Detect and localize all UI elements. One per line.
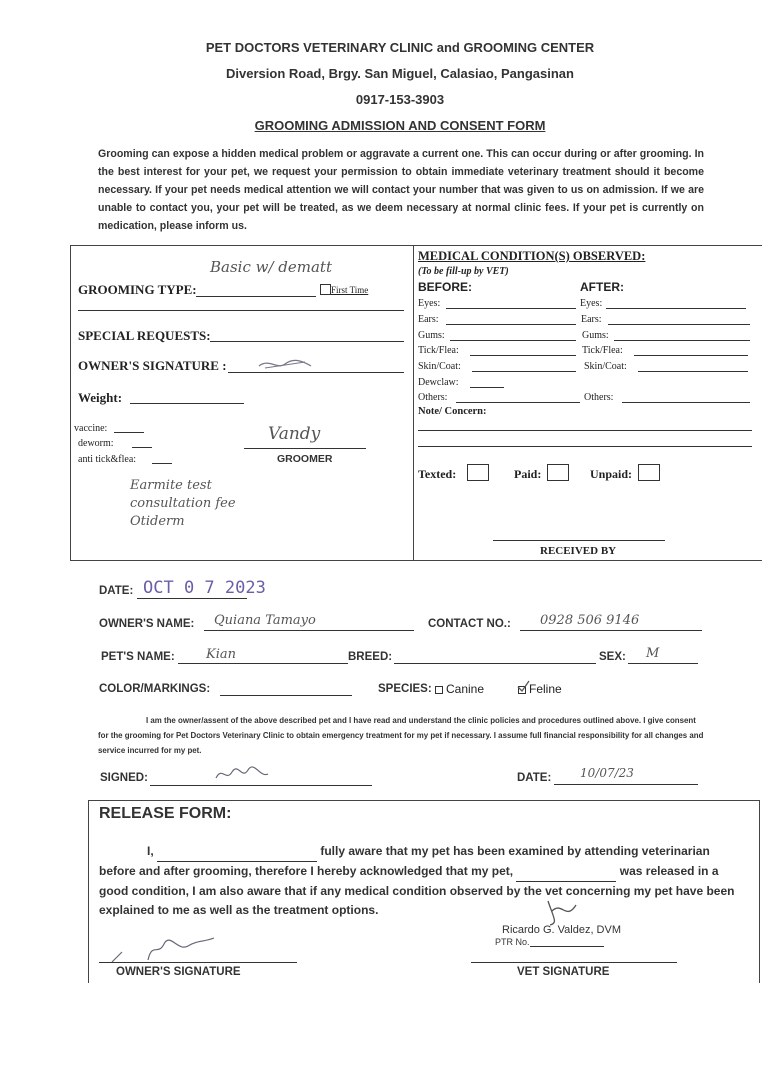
tick-flea-line[interactable]	[152, 463, 172, 464]
tick-flea-label: anti tick&flea:	[78, 454, 137, 465]
medical-title: MEDICAL CONDITION(S) OBSERVED:	[418, 249, 646, 263]
contact-line[interactable]	[520, 630, 702, 631]
intro-paragraph: Grooming can expose a hidden medical problem or aggravate a current one. This can occur during or after grooming. In the best interest for your pet, we request your permission to obtain immediate veterinary treatment should it become necessary. If your pet needs medical attention we will contact your number that was given to us on admission. If we are unable to contact you, your pet will be treated, as we deem necessary at normal clinic fees. If your pet is currently on medication, please inform us.	[98, 148, 704, 232]
owner-name-value: Quiana Tamayo	[214, 613, 316, 628]
others-after: Others:	[584, 392, 614, 403]
clinic-phone: 0917-153-3903	[355, 92, 445, 107]
owner-signature-scribble-3	[108, 932, 218, 966]
form-title: GROOMING ADMISSION AND CONSENT FORM	[254, 118, 546, 133]
date-label: DATE:	[99, 585, 134, 597]
before-eyes: Eyes:	[418, 298, 441, 309]
after-tickflea-line[interactable]	[634, 355, 748, 356]
weight-label: Weight:	[78, 390, 123, 405]
note-concern-label: Note/ Concern:	[418, 406, 487, 417]
grooming-type-line[interactable]	[196, 296, 316, 297]
before-tickflea-line[interactable]	[470, 355, 576, 356]
clinic-address: Diversion Road, Brgy. San Miguel, Calasiao, Pangasinan	[226, 66, 574, 81]
feline-label: Feline	[529, 682, 562, 696]
before-ears: Ears:	[418, 314, 439, 325]
before-skincoat: Skin/Coat:	[418, 361, 461, 372]
date-stamp: OCT 0 7 2023	[143, 578, 266, 598]
contact-label: CONTACT NO.:	[428, 618, 511, 630]
before-ears-line[interactable]	[446, 324, 576, 325]
owner-name-label: OWNER'S NAME:	[99, 618, 195, 630]
contact-value: 0928 506 9146	[540, 613, 640, 628]
clinic-name: PET DOCTORS VETERINARY CLINIC and GROOMING CENTER	[205, 40, 595, 55]
release-text-2: fully aware that my pet has been examined by attending veterinarian before and after grooming, therefore I hereby acknowledged that my pet,	[99, 844, 710, 878]
after-gums: Gums:	[582, 330, 609, 341]
breed-label: BREED:	[348, 651, 393, 663]
received-by-line[interactable]	[493, 540, 665, 541]
date2-label: DATE:	[517, 772, 552, 784]
pet-name-value: Kian	[206, 647, 236, 662]
owner-name-line[interactable]	[204, 630, 414, 631]
vaccine-line[interactable]	[114, 432, 144, 433]
after-label: AFTER:	[580, 280, 624, 294]
unpaid-checkbox[interactable]	[638, 464, 660, 481]
owner-sig-label: OWNER'S SIGNATURE	[116, 966, 241, 978]
consent-paragraph: I am the owner/assent of the above described pet and I have read and understand the clinic policies and procedures outlined above. I give consent for the grooming for Pet Doctors Veterinary Clinic to obtain emergency treatment for my pet if necessary. I assume full financial responsibility for all changes and service incurred for my pet.	[98, 716, 704, 755]
sex-line[interactable]	[628, 663, 698, 664]
breed-line[interactable]	[394, 663, 596, 664]
after-eyes: Eyes:	[580, 298, 603, 309]
deworm-label: deworm:	[78, 438, 114, 449]
grooming-type-label: GROOMING TYPE:	[78, 282, 197, 297]
paid-label: Paid:	[514, 467, 542, 481]
date2-line[interactable]	[554, 784, 698, 785]
before-gums-line[interactable]	[450, 340, 576, 341]
others-after-line[interactable]	[622, 402, 750, 403]
canine-label: Canine	[446, 682, 485, 696]
before-gums: Gums:	[418, 330, 445, 341]
dewclaw-line[interactable]	[470, 387, 504, 388]
release-text-1: I,	[147, 844, 154, 858]
release-name-blank[interactable]	[157, 842, 317, 862]
vaccine-label: vaccine:	[74, 423, 108, 434]
groomer-handwritten: Vandy	[268, 424, 321, 444]
ptr-label: PTR No.	[495, 937, 530, 947]
first-time-checkbox[interactable]	[320, 284, 331, 295]
grooming-type-handwritten: Basic w/ dematt	[210, 258, 332, 276]
canine-checkbox[interactable]	[435, 686, 443, 694]
owner-signature-scribble	[255, 356, 315, 374]
release-pet-blank[interactable]	[516, 862, 616, 882]
first-time-label: First Time	[331, 285, 369, 295]
owner-signature-label: OWNER'S SIGNATURE :	[78, 358, 227, 373]
release-paragraph	[99, 842, 749, 920]
before-eyes-line[interactable]	[446, 308, 576, 309]
before-tickflea: Tick/Flea:	[418, 345, 459, 356]
sex-value: M	[646, 646, 660, 661]
after-skincoat-line[interactable]	[638, 371, 748, 372]
feline-check-mark	[516, 680, 530, 692]
color-label: COLOR/MARKINGS:	[99, 683, 211, 695]
texted-label: Texted:	[418, 467, 457, 481]
unpaid-label: Unpaid:	[590, 467, 633, 481]
release-text-3: was released in a good condition, I am also aware that if any medical condition observed by the vet concerning my pet have been explained to me as well as the treatment options.	[99, 864, 735, 917]
color-line[interactable]	[220, 695, 352, 696]
note-line-a[interactable]	[418, 430, 752, 431]
species-label: SPECIES:	[378, 683, 432, 695]
medical-subtitle: (To be fill-up by VET)	[418, 266, 509, 277]
after-ears: Ears:	[581, 314, 602, 325]
before-skincoat-line[interactable]	[472, 371, 576, 372]
date2-value: 10/07/23	[580, 766, 634, 780]
special-requests-label: SPECIAL REQUESTS:	[78, 328, 211, 343]
after-gums-line[interactable]	[614, 340, 750, 341]
vet-name: Ricardo G. Valdez, DVM	[502, 924, 622, 936]
others-before: Others:	[418, 392, 448, 403]
groomer-label: GROOMER	[277, 453, 333, 465]
after-tickflea: Tick/Flea:	[582, 345, 623, 356]
deworm-line[interactable]	[132, 447, 152, 448]
special-requests-line[interactable]	[210, 341, 404, 342]
texted-checkbox[interactable]	[467, 464, 489, 481]
ptr-line[interactable]	[530, 946, 604, 947]
groomer-line	[244, 448, 366, 449]
note-line-3: Otiderm	[130, 514, 185, 529]
pet-name-label: PET'S NAME:	[101, 651, 175, 663]
received-by-label: RECEIVED BY	[540, 545, 617, 557]
vet-signature-scribble	[540, 897, 580, 927]
weight-line[interactable]	[130, 403, 244, 404]
owner-sig-line[interactable]	[99, 962, 297, 963]
grooming-type-line-2	[78, 310, 404, 311]
dewclaw-label: Dewclaw:	[418, 377, 459, 388]
pet-name-line[interactable]	[178, 663, 348, 664]
before-label: BEFORE:	[418, 280, 472, 294]
after-ears-line[interactable]	[608, 324, 750, 325]
note-line-1: Earmite test	[130, 478, 212, 493]
release-title: RELEASE FORM:	[99, 805, 232, 822]
owner-signature-scribble-2	[212, 762, 272, 786]
vet-sig-label: VET SIGNATURE	[517, 966, 610, 978]
note-line-b[interactable]	[418, 446, 752, 447]
signed-label: SIGNED:	[100, 772, 148, 784]
vet-sig-line[interactable]	[471, 962, 677, 963]
note-line-2: consultation fee	[130, 496, 236, 511]
after-eyes-line[interactable]	[606, 308, 746, 309]
others-before-line[interactable]	[456, 402, 580, 403]
date-line[interactable]	[137, 598, 247, 599]
sex-label: SEX:	[599, 651, 626, 663]
paid-checkbox[interactable]	[547, 464, 569, 481]
after-skincoat: Skin/Coat:	[584, 361, 627, 372]
